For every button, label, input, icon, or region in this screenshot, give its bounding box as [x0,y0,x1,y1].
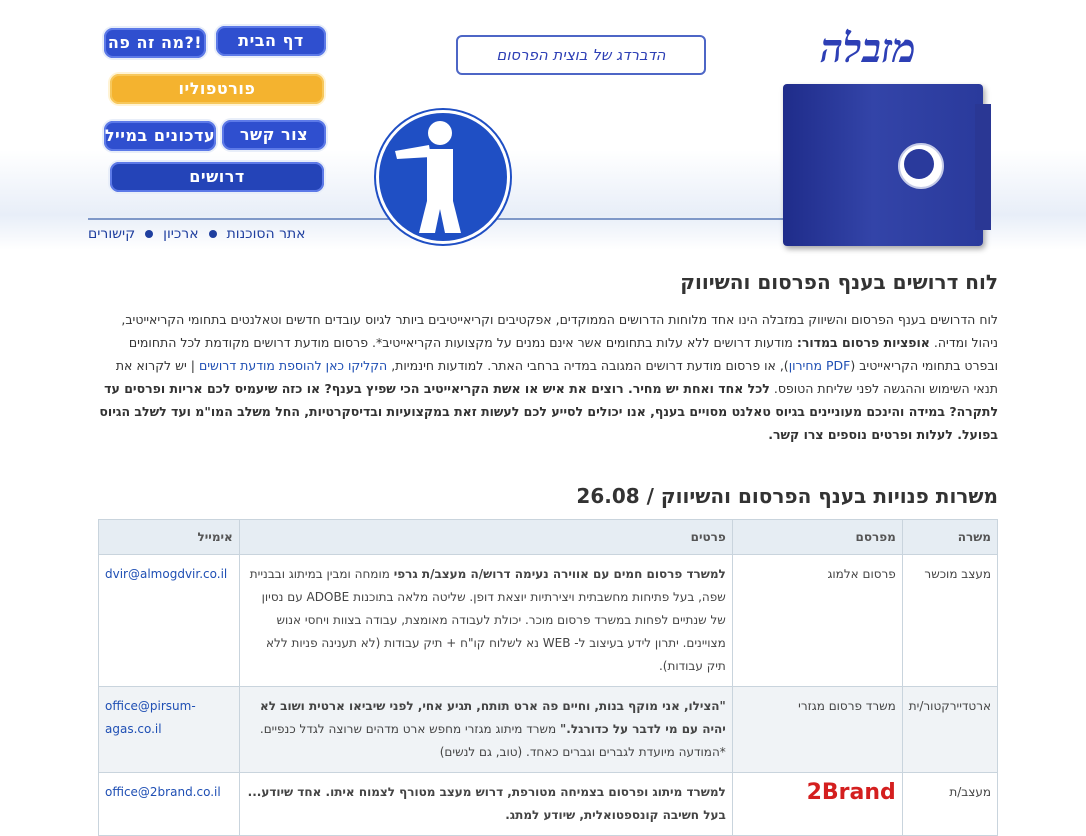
sub-navigation [88,226,306,248]
details-bold: למשרד מיתוג ופרסום בצמיחה מטורפת, דרוש מעצב מטורף לצמוח איתו. אחד שיודע... בעל חשיבה קונספטואלית, שיודע למתג. [247,785,726,822]
intro-p4: | יש לקרוא את תנאי השימוש וההגשה לפני שליחת הטופס. [115,358,998,396]
cell-details [239,555,732,687]
page-title: לוח דרושים בענף הפרסום והשיווק [680,270,998,294]
details-text: משרד מיתוג מגזרי מחפש ארט מדהים שרוצה לגדל כנפיים. *המודעה מיועדת לגברים וגברים כאחד. (טוב, גם לנשים) [259,722,726,759]
bullet-icon [145,230,153,238]
cell-email [99,687,240,773]
book-spine [975,104,991,230]
email-link[interactable]: office@2brand.co.il [105,785,221,799]
nav-home-button[interactable]: דף הבית [216,26,326,56]
nav-jobs-button[interactable]: דרושים [110,162,324,192]
col-details: פרטים [239,520,732,555]
emblem-inner [904,149,934,179]
cell-details [239,687,732,773]
email-link[interactable]: office@pirsum-agas.co.il [105,699,196,736]
subnav-archive-link[interactable]: ארכיון [163,226,199,242]
subnav-agency-link[interactable]: אתר הסוכנות [226,226,306,242]
table-row [99,555,998,687]
intro-p1: לוח הדרושים בענף הפרסום והשיווק במזבלה הינו אחד מלוחות הדרושים הממוקדים, אפקטיבים וקריאייטיבים ביותר לגיוס עובדים חדשים וטאלנטים בתחומי הקריאייטיב, ניהול ומדיה. [121,312,998,350]
email-link[interactable]: dvir@almogdvir.co.il [105,567,228,581]
subnav-links-link[interactable]: קישורים [88,226,136,242]
details-bold: למשרד פרסום חמים עם אווירה נעימה דרוש/ה מעצב/ת גרפי [393,567,726,581]
nav-email-updates-button[interactable]: עדכונים במייל [104,121,216,151]
jobs-table [98,519,998,836]
pdf-pricelist-link[interactable]: PDF מחירון [788,358,851,373]
bullet-icon [209,230,217,238]
table-row [99,687,998,773]
col-advertiser: מפרסם [732,520,902,555]
details-text: מומחה ומבין במיתוג ובבניית שפה, בעל פתיחות מחשבתית ויצירתיות יוצאת דופן. שליטה מלאה בתוכנות ADOBE עם נסיון של שנתיים לפחות במשרד פרסום מוכר. יכולת לעבודה מאומצת, עבודה בצוות ויחסי אנוש מצויינים. יתרון לידע בעיצוב ל- WEB נא לשלוח קו"ח + תיק עבודות (לא תענינה פניות ללא תיק עבודות). [249,567,726,673]
col-position: משרה [902,520,997,555]
intro-text [98,308,998,446]
site-logo[interactable]: מזבלה [820,25,916,72]
cell-advertiser: משרד פרסום מגזרי [732,687,902,773]
table-header-row [99,520,998,555]
options-label: אופציות פרסום במדור: [796,335,930,350]
cell-position: ארטדיירקטור/ית [902,687,997,773]
intro-bold: לכל אחד ואחת יש מחיר. רוצים את איש או אשת הקריאייטיב הכי שפיץ בענף? או כזה שיעמיס לכם אריות ופרסים עד לתקרה? במידה והינכם מעוניינים בגיוס טאלנט מסויים בענף, אנו יכולים לסייע לכם לעשות זאת במקצועיות ובדיסקרטיות, החל משלב המו"מ ועד לשלב הגיוס בפועל. לעלות ופרטים נוספים צרו קשר. [99,381,998,442]
cell-email [99,773,240,836]
cell-position: מעצב/ת [902,773,997,836]
site-tagline: הדברדג של בוצית הפרסום [456,35,706,75]
details-bold: "הצילו, אני מוקף בנות, וחיים פה ארט תותח, תגיע אחי, לפני שיביאו ארטית ושוב לא יהיה עם מי לדבר על כדורגל." [259,699,726,736]
nav-portfolio-button[interactable]: פורטפוליו [110,74,324,104]
advertiser-logo: 2Brand [806,780,896,805]
intro-p3: ), או פרסום מודעת דרושים המגובה במדיה ברחבי האתר. למודעות חינמיות, [387,358,789,373]
jobs-title: משרות פנויות בענף הפרסום והשיווק / 26.08 [576,484,998,508]
col-email: אימייל [99,520,240,555]
main-content [98,270,998,446]
cell-details [239,773,732,836]
intro-p2: מודעות דרושים ללא עלות בתחומים אשר אינם נמנים על מקצועות הקריאייטיב*. פרסום מודעת דרושים מקודמת לכל התחומים ובפרט בתחומי הקריאייטיב ( [128,335,998,373]
add-job-link[interactable]: הקליקו כאן להוספת מודעת דרושים [198,358,388,373]
pedestrian-sign-icon [376,110,510,244]
nav-contact-button[interactable]: צור קשר [222,120,326,150]
nav-whatsthis-button[interactable]: מה זה פה?! [104,28,206,58]
table-row [99,773,998,836]
cell-advertiser: פרסום אלמוג [732,555,902,687]
book-image [783,84,983,246]
cell-position: מעצב מוכשר [902,555,997,687]
cell-email [99,555,240,687]
cell-advertiser [732,773,902,836]
